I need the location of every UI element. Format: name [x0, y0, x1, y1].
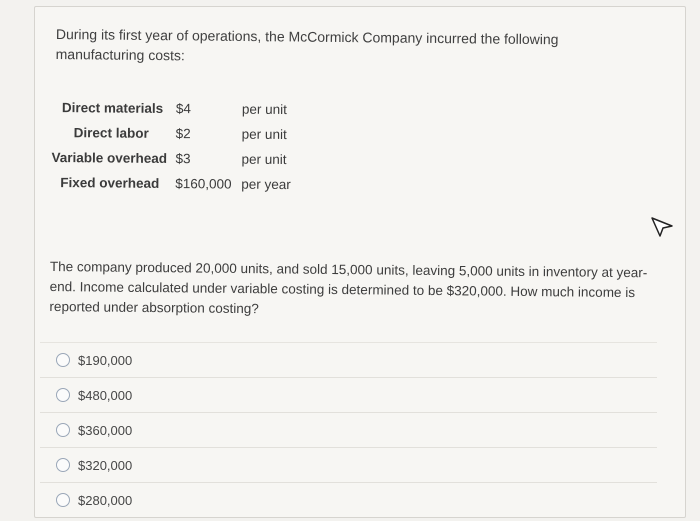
cost-row-variable-overhead: [51, 150, 311, 177]
cost-table: [51, 100, 312, 202]
cost-label: Fixed overhead: [60, 175, 160, 191]
cost-unit: per unit: [241, 126, 287, 143]
option-label: $480,000: [78, 387, 133, 403]
cost-value: $2: [175, 126, 191, 142]
option-label: $320,000: [78, 457, 133, 473]
radio-button[interactable]: [56, 423, 70, 437]
cost-label: Direct materials: [61, 100, 164, 116]
cost-value: $160,000: [175, 176, 232, 192]
option-label: $190,000: [78, 352, 133, 368]
answer-option[interactable]: [40, 482, 657, 517]
cost-unit: per unit: [241, 151, 287, 168]
question-intro: During its first year of operations, the McCormick Company incurred the following manufacturing costs:: [55, 25, 559, 64]
cost-row-direct-materials: [52, 100, 312, 127]
answer-option[interactable]: [40, 412, 657, 447]
option-label: $280,000: [78, 492, 133, 508]
mouse-pointer-arrow-icon: [650, 214, 674, 238]
answer-options: [40, 342, 657, 517]
cost-row-fixed-overhead: [51, 175, 311, 202]
cost-value: $4: [175, 101, 192, 117]
question-prompt: The company produced 20,000 units, and sold 15,000 units, leaving 5,000 units in inventory at year-end. Income calculated under variable costing is determined to be $320,000. How much income is reported under absorption costing?: [49, 258, 648, 317]
cost-label: Direct labor: [73, 125, 149, 141]
cost-row-direct-labor: [52, 125, 312, 152]
cost-unit: per unit: [241, 101, 288, 118]
radio-button[interactable]: [56, 458, 70, 472]
radio-button[interactable]: [56, 493, 70, 507]
cost-label: Variable overhead: [51, 149, 168, 167]
option-label: $360,000: [78, 422, 133, 438]
answer-option[interactable]: [40, 447, 657, 482]
answer-option[interactable]: [40, 342, 657, 377]
radio-button[interactable]: [56, 353, 70, 367]
answer-option[interactable]: [40, 377, 657, 412]
cost-unit: per year: [241, 176, 291, 193]
radio-button[interactable]: [56, 388, 70, 402]
cost-value: $3: [175, 151, 191, 167]
